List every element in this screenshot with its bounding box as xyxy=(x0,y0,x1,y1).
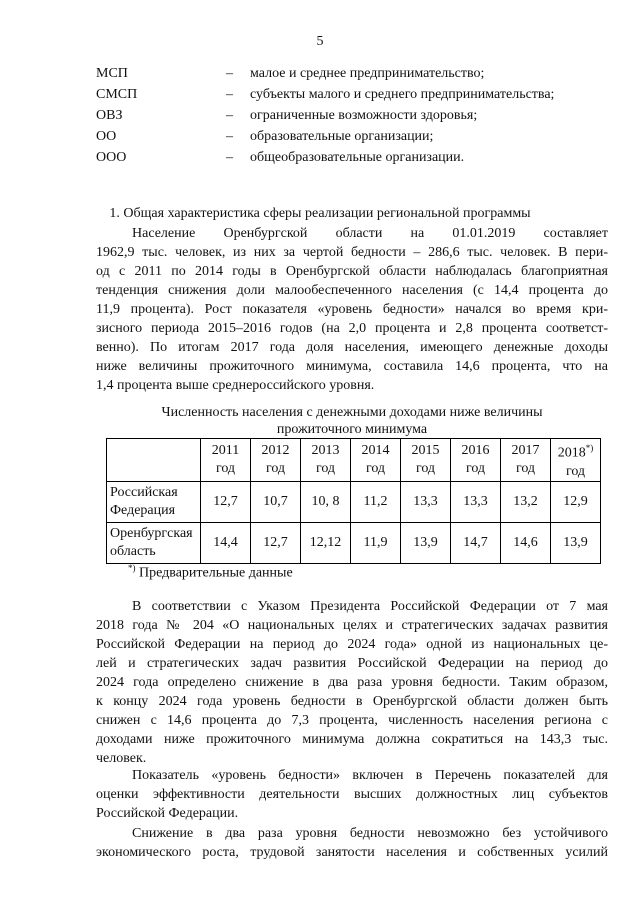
abbreviation-dash: – xyxy=(226,66,233,81)
abbreviation-term: СМСП xyxy=(96,87,138,102)
page-number: 5 xyxy=(316,34,324,49)
footnote-mark: *) xyxy=(128,563,136,573)
table-cell: 11,2 xyxy=(351,481,401,522)
abbreviation-dash: – xyxy=(226,108,233,123)
row-label-line: Федерация xyxy=(110,502,176,518)
paragraph-reduction xyxy=(96,824,608,862)
year-label: 2012 xyxy=(261,442,290,458)
year-label: 2014 xyxy=(361,442,390,458)
text-line: снижен с 14,6 процента до 7,3 процента, численность населения региона с xyxy=(96,713,608,728)
text-line: зисного периода 2015–2016 годов (на 2,0 процента и 2,8 процента соответст- xyxy=(96,321,608,336)
text-line: 2018 года № 204 «О национальных целях и стратегических задачах развития xyxy=(96,618,608,633)
year-header-cell xyxy=(551,439,601,482)
table-cell: 12,9 xyxy=(551,481,601,522)
section-heading: 1. Общая характеристика сферы реализации региональной программы xyxy=(109,206,531,221)
table-row xyxy=(107,522,601,563)
table-corner-cell xyxy=(107,439,201,482)
text-line: человек. xyxy=(96,751,147,766)
abbreviation-definition: субъекты малого и среднего предпринимательства; xyxy=(250,87,555,102)
year-suffix: год xyxy=(265,460,286,476)
row-label xyxy=(107,481,201,522)
text-line: 11,9 процента). Рост показателя «уровень бедности» начался во время кри- xyxy=(96,302,608,317)
year-suffix: год xyxy=(565,463,586,479)
year-header-cell xyxy=(451,439,501,482)
table-cell: 14,4 xyxy=(201,522,251,563)
text-line: Показатель «уровень бедности» включен в Перечень показателей для xyxy=(132,768,608,783)
table-cell: 10,7 xyxy=(251,481,301,522)
table-caption xyxy=(96,404,608,438)
text-line: Снижение в два раза уровня бедности невозможно без устойчивого xyxy=(132,826,608,841)
table-cell: 13,3 xyxy=(401,481,451,522)
text-line: 1962,9 тыс. человек, из них за чертой бедности – 286,6 тыс. человек. В пери- xyxy=(96,245,608,260)
table-caption-line: прожиточного минимума xyxy=(276,422,428,437)
text-line: экономического роста, трудовой занятости населения и собственных усилий xyxy=(96,845,608,860)
footnote-mark: *) xyxy=(585,443,594,453)
row-label-line: Оренбургская xyxy=(110,525,193,541)
year-label: 2013 xyxy=(311,442,340,458)
text-line: оценки эффективности деятельности высших должностных лиц субъектов xyxy=(96,787,608,802)
year-suffix: год xyxy=(315,460,336,476)
year-label: 2015 xyxy=(411,442,440,458)
text-line: тенденция снижения доли малообеспеченного населения (с 14,4 процента до xyxy=(96,283,608,298)
text-line: 1,4 процента выше среднероссийского уровня. xyxy=(96,378,375,393)
year-header-cell xyxy=(301,439,351,482)
abbreviation-definition: ограниченные возможности здоровья; xyxy=(250,108,478,123)
abbreviation-term: ОО xyxy=(96,129,117,144)
text-line: венно). По итогам 2017 года доля населения, имеющего денежные доходы xyxy=(96,340,608,355)
text-line: 2024 года определено снижение в два раза уровня бедности. Таким образом, xyxy=(96,675,608,690)
year-suffix: год xyxy=(215,460,236,476)
row-label-line: Российская xyxy=(110,484,178,500)
year-header-cell xyxy=(501,439,551,482)
table-row xyxy=(107,481,601,522)
table-cell: 13,2 xyxy=(501,481,551,522)
abbreviation-dash: – xyxy=(226,87,233,102)
table-cell: 13,3 xyxy=(451,481,501,522)
abbreviation-definition: малое и среднее предпринимательство; xyxy=(250,66,485,81)
abbreviation-definition: образовательные организации; xyxy=(250,129,434,144)
abbreviation-term: МСП xyxy=(96,66,128,81)
poverty-table xyxy=(106,438,601,564)
row-label-line: область xyxy=(110,543,156,559)
paragraph-decree xyxy=(96,597,608,768)
table-cell: 12,7 xyxy=(251,522,301,563)
table-header-row xyxy=(107,439,601,482)
abbreviation-dash: – xyxy=(226,129,233,144)
table-cell: 10, 8 xyxy=(301,481,351,522)
year-label: 2018 xyxy=(557,445,586,461)
text-line: лей и стратегических задач развития Российской Федерации на период до xyxy=(96,656,608,671)
year-label: 2016 xyxy=(461,442,490,458)
text-line: Российской Федерации на период до 2024 года» одной из национальных це- xyxy=(96,637,608,652)
table-footnote xyxy=(128,563,293,582)
row-label xyxy=(107,522,201,563)
abbreviation-definition: общеобразовательные организации. xyxy=(250,150,465,165)
year-label: 2017 xyxy=(511,442,540,458)
text-line: ниже величины прожиточного минимума, составила 14,6 процента, что на xyxy=(96,359,608,374)
year-suffix: год xyxy=(365,460,386,476)
table-cell: 14,7 xyxy=(451,522,501,563)
year-header-cell xyxy=(201,439,251,482)
year-label: 2011 xyxy=(211,442,240,458)
text-line: к концу 2024 года уровень бедности в Оренбургской области должен быть xyxy=(96,694,608,709)
footnote-text: Предварительные данные xyxy=(135,565,293,581)
text-line: Российской Федерации. xyxy=(96,806,239,821)
table-caption-line: Численность населения с денежными доходами ниже величины xyxy=(161,405,543,420)
year-suffix: год xyxy=(465,460,486,476)
table-cell: 14,6 xyxy=(501,522,551,563)
paragraph-indicator xyxy=(96,766,608,823)
table-cell: 12,7 xyxy=(201,481,251,522)
text-line: доходами ниже прожиточного минимума должна сократиться на 143,3 тыс. xyxy=(96,732,608,747)
year-header-cell xyxy=(401,439,451,482)
abbreviation-term: ОВЗ xyxy=(96,108,123,123)
year-suffix: год xyxy=(515,460,536,476)
text-line: од с 2011 по 2014 годы в Оренбургской области наблюдалась благоприятная xyxy=(96,264,608,279)
text-line: Население Оренбургской области на 01.01.2019 составляет xyxy=(132,226,608,241)
year-suffix: год xyxy=(415,460,436,476)
abbreviation-term: ООО xyxy=(96,150,127,165)
year-header-cell xyxy=(351,439,401,482)
paragraph-population xyxy=(96,224,608,395)
table-cell: 11,9 xyxy=(351,522,401,563)
table-cell: 12,12 xyxy=(301,522,351,563)
table-cell: 13,9 xyxy=(551,522,601,563)
abbreviation-dash: – xyxy=(226,150,233,165)
year-header-cell xyxy=(251,439,301,482)
text-line: В соответствии с Указом Президента Российской Федерации от 7 мая xyxy=(132,599,608,614)
table-cell: 13,9 xyxy=(401,522,451,563)
